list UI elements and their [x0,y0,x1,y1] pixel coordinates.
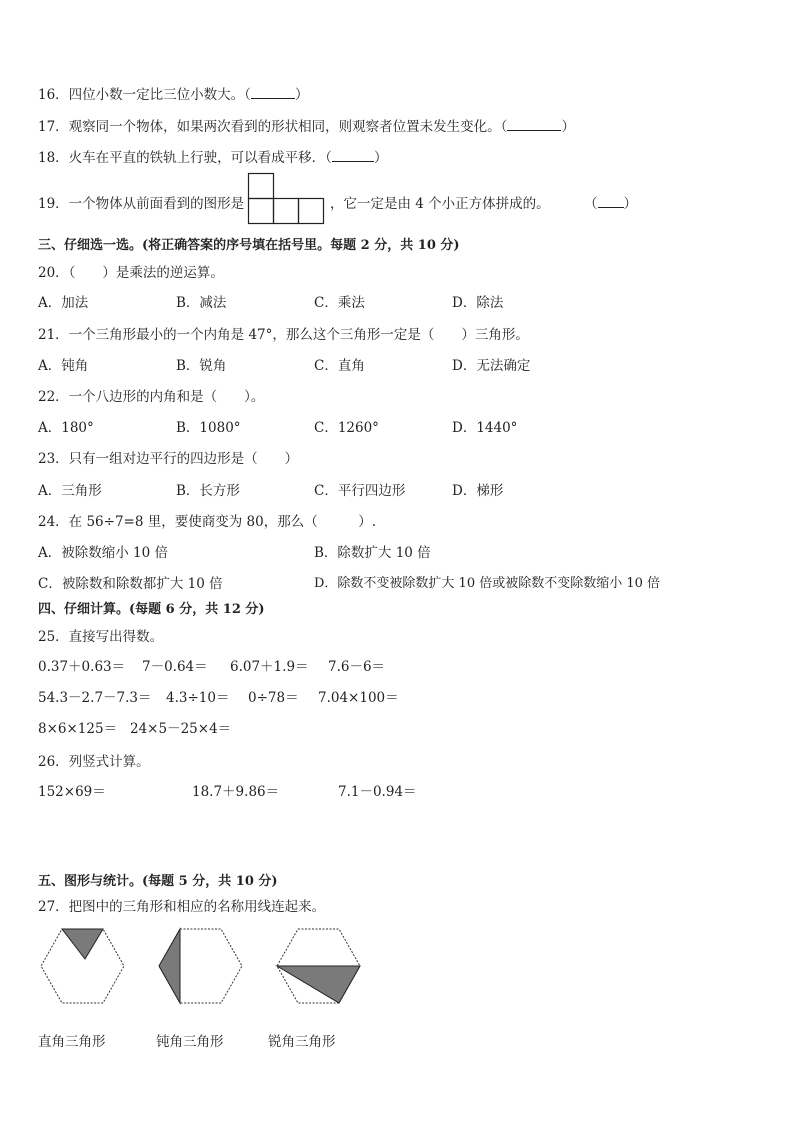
option-b[interactable]: B．长方形 [176,483,240,499]
hexagon-figure-3 [274,928,364,1008]
option-b[interactable]: B．锐角 [176,358,227,374]
section-4-title: 四、仔细计算。(每题 6 分，共 12 分) [38,602,265,617]
label-obtuse-triangle[interactable]: 钝角三角形 [156,1034,224,1050]
option-c[interactable]: C．平行四边形 [314,483,406,499]
option-d[interactable]: D．梯形 [452,483,504,499]
option-d[interactable]: D．除法 [452,295,504,311]
label-acute-triangle[interactable]: 锐角三角形 [268,1034,336,1050]
calc-item: 0÷78＝ [248,690,299,706]
option-d[interactable]: D．除数不变被除数扩大 10 倍或被除数不变除数缩小 10 倍 [314,576,661,591]
option-c[interactable]: C．直角 [314,358,365,374]
hexagon-figure-1 [38,928,128,1008]
hexagon-figure-2 [156,928,246,1008]
front-view-figure [248,173,328,225]
option-b[interactable]: B．除数扩大 10 倍 [314,545,431,561]
question-21-stem: 21．一个三角形最小的一个内角是 47°，那么这个三角形一定是（ ）三角形。 [38,327,529,343]
vertical-calc-item: 152×69＝ [38,784,106,800]
option-a[interactable]: A．钝角 [38,358,89,374]
answer-blank[interactable] [332,149,374,162]
question-18: 18．火车在平直的铁轨上行驶，可以看成平移．（ ） [38,150,388,166]
question-19-post: ，它一定是由 4 个小正方体拼成的。 [330,196,550,212]
option-d[interactable]: D．1440° [452,420,518,436]
option-b[interactable]: B．1080° [176,420,241,436]
calc-item: 4.3÷10＝ [166,690,230,706]
calc-item: 7.04×100＝ [318,690,399,706]
calc-item: 7.6－6＝ [328,659,386,675]
calc-item: 0.37＋0.63＝ [38,659,126,675]
answer-blank[interactable] [507,118,561,131]
option-a[interactable]: A．180° [38,420,94,436]
option-b[interactable]: B．减法 [176,295,227,311]
question-20-stem: 20．（ ）是乘法的逆运算。 [38,265,224,281]
option-a[interactable]: A．三角形 [38,483,102,499]
question-25-stem: 25．直接写出得数。 [38,629,164,645]
option-a[interactable]: A．加法 [38,295,89,311]
question-27-stem: 27．把图中的三角形和相应的名称用线连起来。 [38,899,326,915]
answer-blank[interactable] [251,86,295,99]
question-19-pre: 19．一个物体从前面看到的图形是 [38,196,245,212]
option-c[interactable]: C．1260° [314,420,379,436]
label-right-triangle[interactable]: 直角三角形 [38,1034,106,1050]
section-5-title: 五、图形与统计。(每题 5 分，共 10 分) [38,874,278,889]
calc-item: 24×5－25×4＝ [130,721,232,737]
calc-item: 8×6×125＝ [38,721,118,737]
question-23-stem: 23．只有一组对边平行的四边形是（ ） [38,451,299,467]
question-24-stem: 24．在 56÷7=8 里，要使商变为 80，那么（ ）. [38,514,377,530]
question-17: 17．观察同一个物体，如果两次看到的形状相同，则观察者位置未发生变化。（ ） [38,119,575,135]
question-16: 16．四位小数一定比三位小数大。（ ） [38,87,309,103]
calc-item: 7－0.64＝ [142,659,208,675]
option-a[interactable]: A．被除数缩小 10 倍 [38,545,169,561]
section-3-title: 三、仔细选一选。(将正确答案的序号填在括号里。每题 2 分，共 10 分) [38,238,460,253]
option-d[interactable]: D．无法确定 [452,358,531,374]
vertical-calc-item: 18.7＋9.86＝ [192,784,280,800]
vertical-calc-item: 7.1－0.94＝ [338,784,417,800]
answer-blank[interactable] [598,195,624,208]
calc-item: 54.3－2.7－7.3＝ [38,690,152,706]
option-c[interactable]: C．乘法 [314,295,365,311]
question-26-stem: 26．列竖式计算。 [38,754,150,770]
calc-item: 6.07＋1.9＝ [230,659,309,675]
question-19-paren: （ ） [584,196,637,212]
question-22-stem: 22．一个八边形的内角和是（ ）。 [38,389,265,405]
option-c[interactable]: C．被除数和除数都扩大 10 倍 [38,576,223,592]
